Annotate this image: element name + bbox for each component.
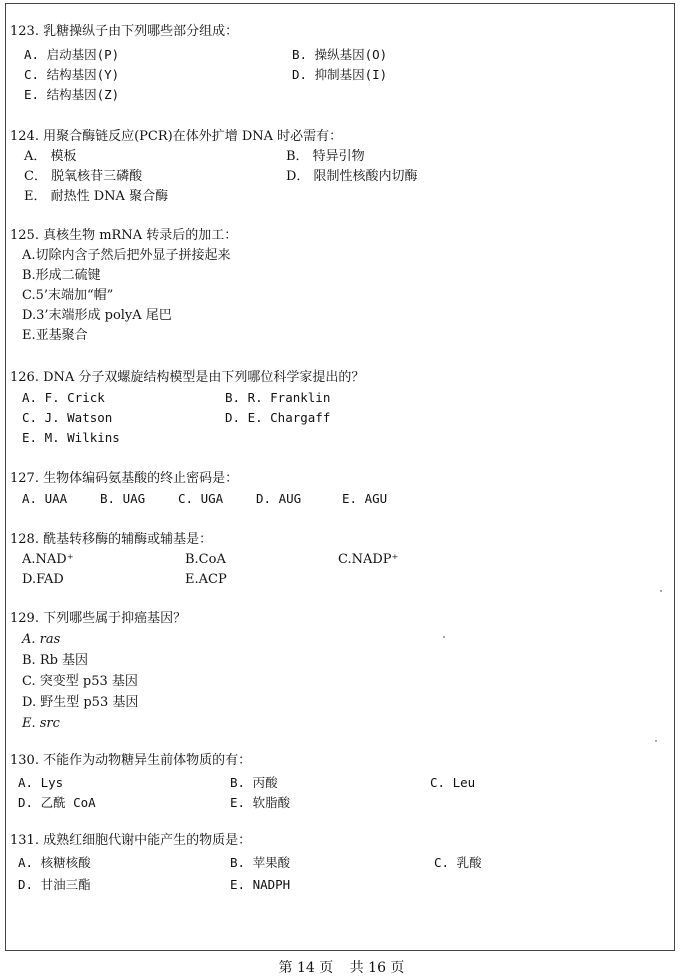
option-e: E. src xyxy=(22,716,60,731)
option-e: E. 软脂酸 xyxy=(230,795,291,810)
option-e: E. 结构基因(Z) xyxy=(24,87,120,102)
option-b: B． 特异引物 xyxy=(286,149,365,164)
question-stem: 130. 不能作为动物糖异生前体物质的有： xyxy=(10,753,252,768)
option-e: E.亚基聚合 xyxy=(22,328,88,343)
option-d: D. AUG xyxy=(256,491,302,506)
question-stem: 125. 真核生物 mRNA 转录后的加工： xyxy=(10,228,238,243)
scan-speck xyxy=(655,740,657,742)
option-d: D. 甘油三酯 xyxy=(18,877,91,892)
option-b: B. 丙酸 xyxy=(230,775,278,790)
option-d: D. E. Chargaff xyxy=(225,410,331,425)
option-e: E. AGU xyxy=(342,491,388,506)
question-stem: 131. 成熟红细胞代谢中能产生的物质是： xyxy=(10,833,252,848)
option-d: D.3’末端形成 polyA 尾巴 xyxy=(22,308,172,323)
option-d: D. 野生型 p53 基因 xyxy=(22,695,139,710)
page-total: 共 16 页 xyxy=(349,960,405,976)
option-b: B. 操纵基因(O) xyxy=(292,47,388,62)
option-b: B. R. Franklin xyxy=(225,390,331,405)
option-a: A. UAA xyxy=(22,491,68,506)
scan-speck xyxy=(660,590,662,592)
option-c: C. UGA xyxy=(178,491,224,506)
option-e: E. NADPH xyxy=(230,877,291,892)
option-c: C. Leu xyxy=(430,775,476,790)
option-b: B.形成二硫键 xyxy=(22,268,101,283)
option-b: B. 苹果酸 xyxy=(230,855,291,870)
question-stem: 126. DNA 分子双螺旋结构模型是由下列哪位科学家提出的？ xyxy=(10,370,365,385)
option-c: C. J. Watson xyxy=(22,410,113,425)
option-d: D. 抑制基因(I) xyxy=(292,67,388,82)
option-e: E.ACP xyxy=(185,572,227,587)
option-c: C.5’末端加“帽” xyxy=(22,288,114,303)
option-c: C.NADP⁺ xyxy=(338,552,399,567)
scan-speck xyxy=(443,636,445,638)
question-stem: 124. 用聚合酶链反应(PCR)在体外扩增 DNA 时必需有： xyxy=(10,129,343,144)
option-b: B. Rb 基因 xyxy=(22,653,89,668)
option-a: A. 启动基因(P) xyxy=(24,47,120,62)
option-e: E． 耐热性 DNA 聚合酶 xyxy=(24,189,169,204)
option-a: A.切除内含子然后把外显子拼接起来 xyxy=(22,248,231,263)
question-stem: 129. 下列哪些属于抑癌基因？ xyxy=(10,611,187,626)
option-a: A. Lys xyxy=(18,775,64,790)
question-stem: 127. 生物体编码氨基酸的终止密码是： xyxy=(10,471,239,486)
option-d: D. 乙酰 CoA xyxy=(18,795,96,810)
option-a: A． 模板 xyxy=(24,149,77,164)
question-stem: 123. 乳糖操纵子由下列哪些部分组成： xyxy=(10,24,239,39)
question-stem: 128. 酰基转移酶的辅酶或辅基是： xyxy=(10,532,213,547)
option-c: C. 乳酸 xyxy=(434,855,482,870)
option-c: C． 脱氧核苷三磷酸 xyxy=(24,169,143,184)
option-b: B. UAG xyxy=(100,491,146,506)
option-a: A.NAD⁺ xyxy=(22,552,74,567)
option-a: A. 核糖核酸 xyxy=(18,855,91,870)
option-b: B.CoA xyxy=(185,552,226,567)
option-c: C. 突变型 p53 基因 xyxy=(22,674,138,689)
option-c: C. 结构基因(Y) xyxy=(24,67,120,82)
page-footer xyxy=(0,957,683,977)
option-a: A. F. Crick xyxy=(22,390,105,405)
option-d: D． 限制性核酸内切酶 xyxy=(286,169,418,184)
option-a: A. ras xyxy=(22,632,61,647)
option-e: E. M. Wilkins xyxy=(22,430,120,445)
option-d: D.FAD xyxy=(22,572,64,587)
page-number: 第 14 页 xyxy=(278,960,334,976)
